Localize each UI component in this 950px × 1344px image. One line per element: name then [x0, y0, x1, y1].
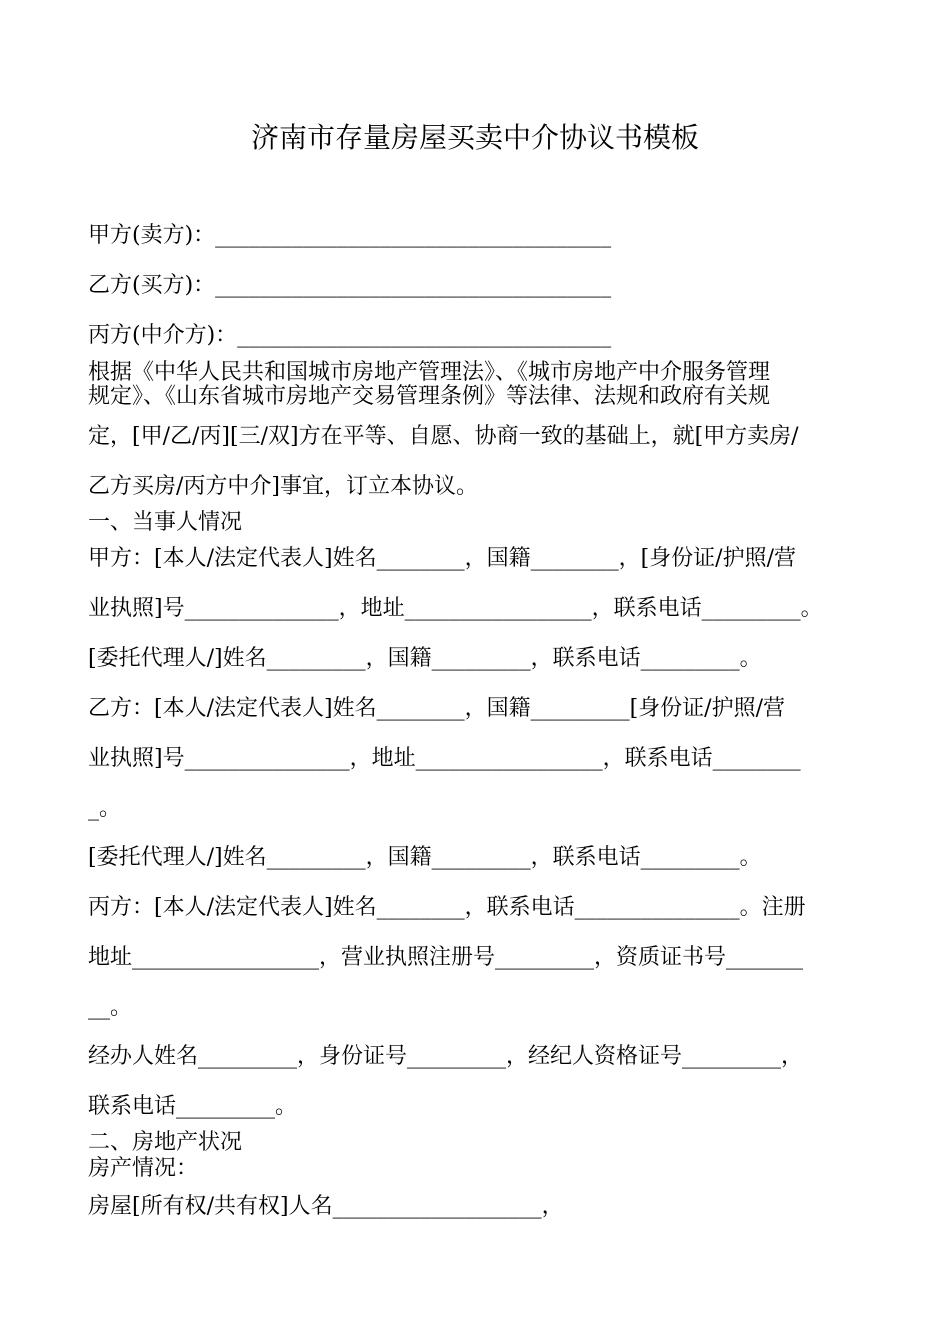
- property-info-label: 房产情况：: [88, 1156, 199, 1181]
- party-b-agent-line: [委托代理人/]姓名_________，国籍_________，联系电话_________。: [88, 845, 762, 870]
- party-c-info-line-1: 丙方：[本人/法定代表人]姓名________，联系电话_______________。注册: [88, 895, 806, 920]
- party-a-seller-line: 甲方(卖方)：____________________________________: [88, 223, 612, 248]
- preamble-line-3: 定，[甲/乙/丙][三/双]方在平等、自愿、协商一致的基础上，就[甲方卖房/: [88, 424, 799, 449]
- party-b-info-line-2: 业执照]号_______________，地址_________________，联系电话________: [88, 746, 801, 771]
- property-owner-line: 房屋[所有权/共有权]人名___________________，: [88, 1194, 564, 1219]
- party-a-info-line-1: 甲方：[本人/法定代表人]姓名________，国籍________，[身份证/护照/营: [88, 546, 796, 571]
- preamble-line-2: 规定》、《山东省城市房地产交易管理条例》等法律、法规和政府有关规: [88, 384, 771, 409]
- party-a-agent-line: [委托代理人/]姓名_________，国籍_________，联系电话_________。: [88, 646, 762, 671]
- handler-info-line-2: 联系电话_________。: [88, 1094, 298, 1119]
- preamble-line-1: 根据《中华人民共和国城市房地产管理法》、《城市房地产中介服务管理: [88, 360, 771, 385]
- section-heading-parties: 一、当事人情况: [88, 510, 243, 535]
- party-b-buyer-line: 乙方(买方)：____________________________________: [88, 273, 612, 298]
- preamble-line-4: 乙方买房/丙方中介]事宜，订立本协议。: [88, 474, 478, 499]
- party-a-info-line-2: 业执照]号______________，地址_________________，联系电话_________。: [88, 596, 823, 621]
- party-b-info-line-1: 乙方：[本人/法定代表人]姓名________，国籍_________[身份证/护照/营: [88, 696, 785, 721]
- party-c-agent-line: 丙方(中介方)：__________________________________: [88, 323, 612, 348]
- party-b-info-line-3: _。: [88, 796, 122, 821]
- document-title: 济南市存量房屋买卖中介协议书模板: [250, 121, 699, 154]
- party-c-info-line-2: 地址_________________，营业执照注册号_________，资质证书号_______: [88, 945, 804, 970]
- handler-info-line-1: 经办人姓名_________，身份证号_________，经纪人资格证号_________，: [88, 1044, 804, 1069]
- section-heading-property: 二、房地产状况: [88, 1130, 243, 1155]
- party-c-info-line-3: __。: [88, 995, 133, 1020]
